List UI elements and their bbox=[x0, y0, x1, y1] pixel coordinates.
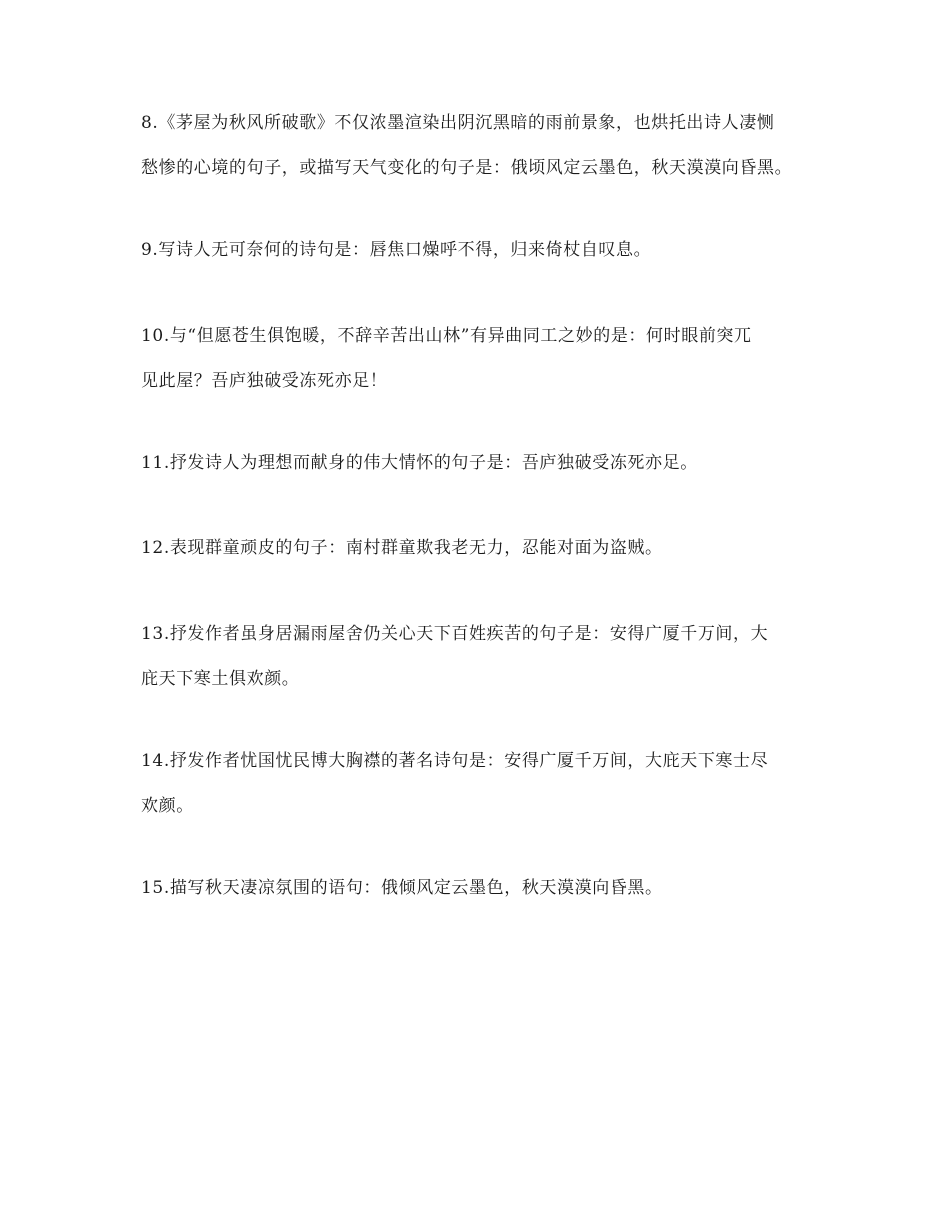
item-8 bbox=[141, 101, 841, 191]
item-9-line-1: 9.写诗人无可奈何的诗句是：唇焦口燥呼不得，归来倚杖自叹息。 bbox=[141, 240, 652, 260]
item-14 bbox=[141, 739, 841, 829]
item-13-line-2: 庇天下寒土俱欢颜。 bbox=[141, 669, 300, 689]
item-8-line-2: 愁惨的心境的句子，或描写天气变化的句子是：俄顷风定云墨色，秋天漠漠向昏黑。 bbox=[141, 158, 793, 178]
item-14-line-1: 14.抒发作者忧国忧民博大胸襟的著名诗句是：安得广厦千万间，大庇天下寒士尽 bbox=[141, 751, 769, 771]
item-15-line-1: 15.描写秋天凄凉氛围的语句：俄倾风定云墨色，秋天漠漠向昏黑。 bbox=[141, 878, 663, 898]
item-13-line-1: 13.抒发作者虽身居漏雨屋舍仍关心天下百姓疾苦的句子是：安得广厦千万间，大 bbox=[141, 624, 769, 644]
item-10-line-1: 10.与“但愿苍生俱饱暖，不辞辛苦出山林”有异曲同工之妙的是：何时眼前突兀 bbox=[141, 326, 752, 346]
item-15 bbox=[141, 866, 841, 911]
item-13 bbox=[141, 612, 841, 702]
item-10 bbox=[141, 314, 841, 404]
item-10-line-2: 见此屋？吾庐独破受冻死亦足！ bbox=[141, 371, 388, 391]
item-12 bbox=[141, 526, 841, 571]
item-14-line-2: 欢颜。 bbox=[141, 796, 194, 816]
item-11 bbox=[141, 441, 841, 486]
item-8-line-1: 8.《茅屋为秋风所破歌》不仅浓墨渲染出阴沉黑暗的雨前景象，也烘托出诗人凄恻 bbox=[141, 113, 775, 133]
item-12-line-1: 12.表现群童顽皮的句子：南村群童欺我老无力，忍能对面为盗贼。 bbox=[141, 538, 663, 558]
item-9 bbox=[141, 228, 841, 273]
item-11-line-1: 11.抒发诗人为理想而献身的伟大情怀的句子是：吾庐独破受冻死亦足。 bbox=[141, 453, 698, 473]
